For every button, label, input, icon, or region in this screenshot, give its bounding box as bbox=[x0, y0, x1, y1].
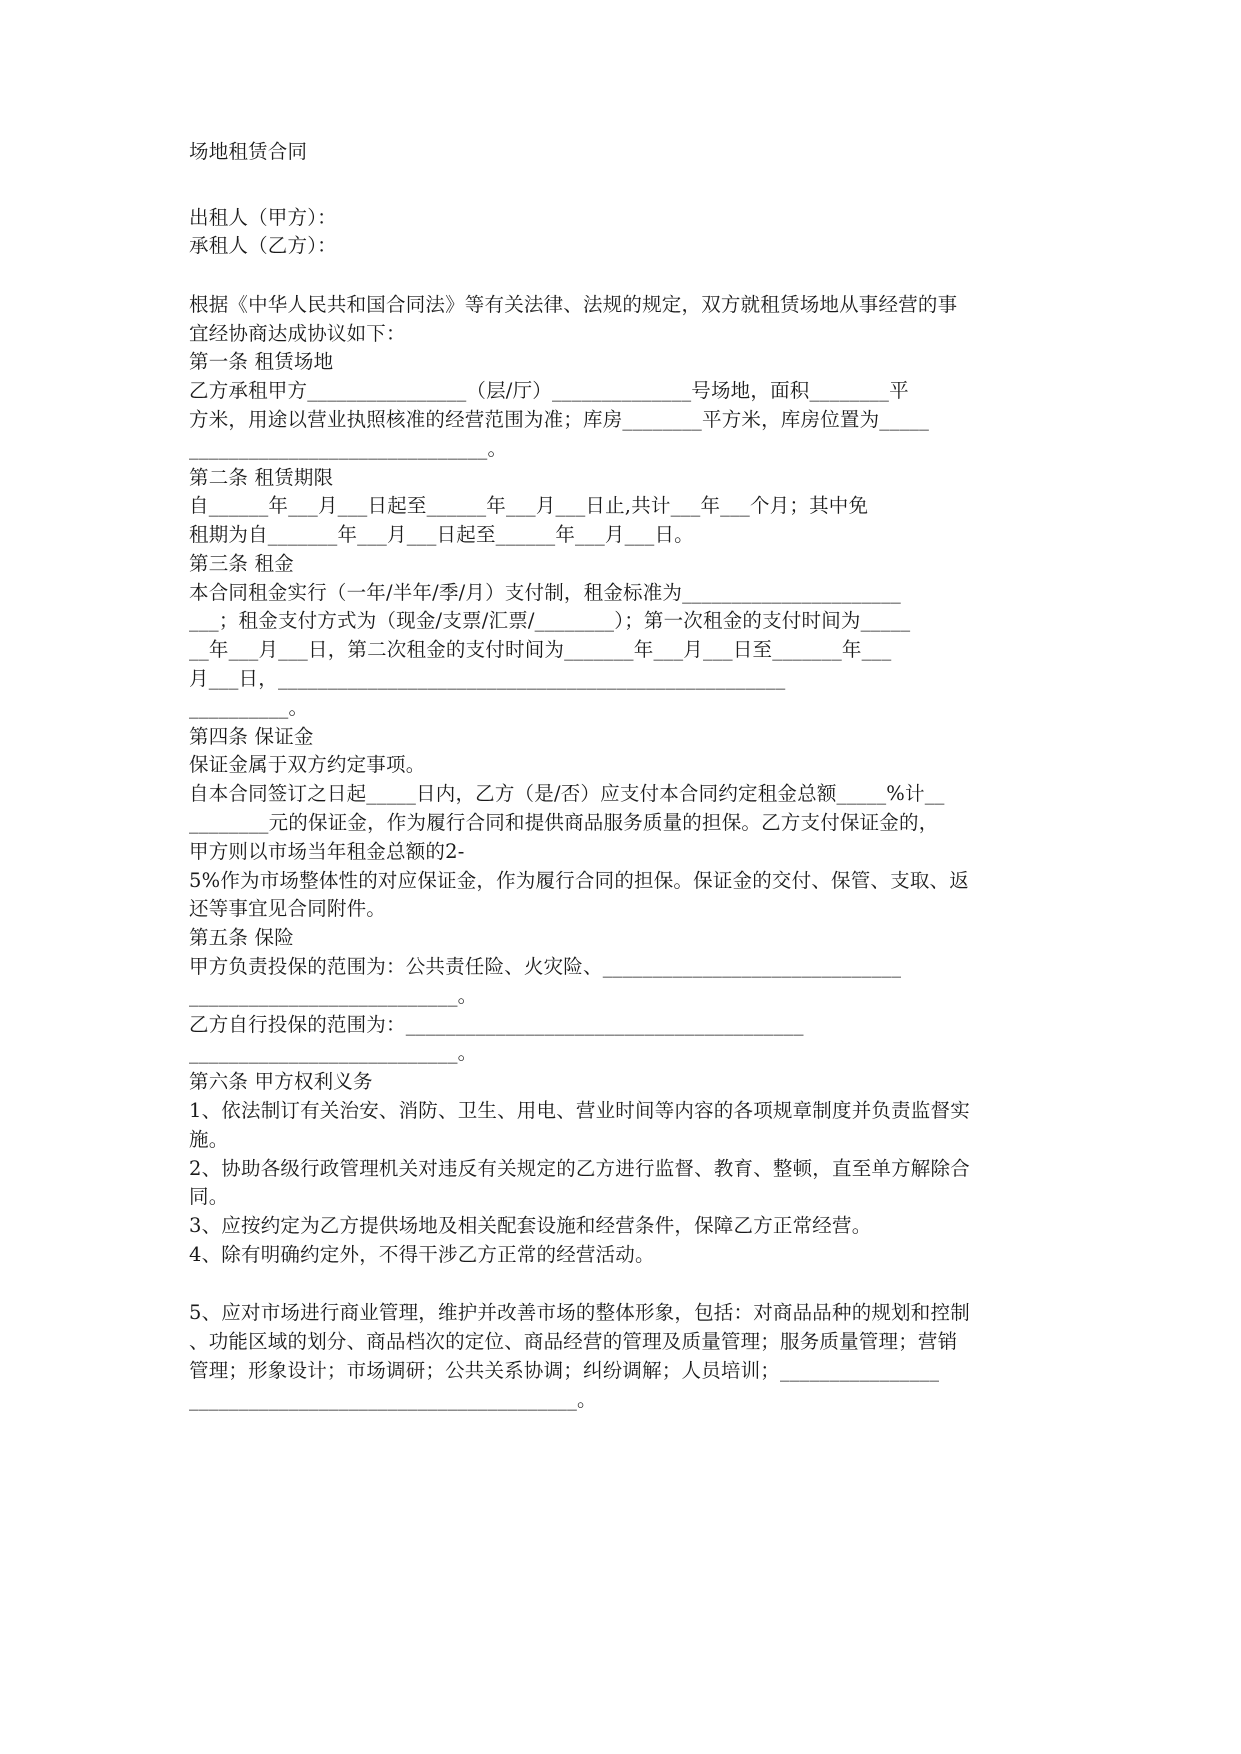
text-line: 3、应按约定为乙方提供场地及相关配套设施和经营条件，保障乙方正常经营。 bbox=[189, 1214, 872, 1237]
text-line: 5%作为市场整体性的对应保证金，作为履行合同的担保。保证金的交付、保管、支取、返 bbox=[189, 869, 969, 892]
text-line: 1、依法制订有关治安、消防、卫生、用电、营业时间等内容的各项规章制度并负责监督实 bbox=[189, 1099, 970, 1122]
text-line: ________元的保证金，作为履行合同和提供商品服务质量的担保。乙方支付保证金的， bbox=[189, 811, 939, 834]
text-line: 保证金属于双方约定事项。 bbox=[189, 753, 426, 776]
text-line: 自______年___月___日起至______年___月___日止,共计___年___个月；其中免 bbox=[189, 494, 869, 517]
text-line: 施。 bbox=[189, 1128, 229, 1151]
text-line: ___；租金支付方式为（现金/支票/汇票/________）；第一次租金的支付时间为_____ bbox=[189, 609, 911, 632]
article-heading: 第六条 甲方权利义务 bbox=[189, 1070, 373, 1093]
text-line: 租期为自_______年___月___日起至______年___月___日。 bbox=[189, 523, 694, 546]
article-heading: 第四条 保证金 bbox=[189, 725, 314, 748]
text-line: 乙方承租甲方________________（层/厅）______________号场地，面积________平 bbox=[189, 379, 909, 402]
text-line: 根据《中华人民共和国合同法》等有关法律、法规的规定，双方就租赁场地从事经营的事 bbox=[189, 293, 958, 316]
text-line: 乙方自行投保的范围为：________________________________________ bbox=[189, 1013, 804, 1036]
article-heading: 第二条 租赁期限 bbox=[189, 466, 334, 489]
text-line: 同。 bbox=[189, 1185, 229, 1208]
text-line: 5、应对市场进行商业管理，维护并改善市场的整体形象，包括：对商品品种的规划和控制 bbox=[189, 1301, 970, 1324]
text-line: 甲方负责投保的范围为：公共责任险、火灾险、______________________________ bbox=[189, 955, 902, 978]
lessee-line: 承租人（乙方）： bbox=[189, 234, 337, 257]
text-line: _______________________________________。 bbox=[189, 1388, 597, 1411]
text-line: 4、除有明确约定外，不得干涉乙方正常的经营活动。 bbox=[189, 1243, 655, 1266]
text-line: 还等事宜见合同附件。 bbox=[189, 897, 387, 920]
text-line: 管理；形象设计；市场调研；公共关系协调；纠纷调解；人员培训；________________ bbox=[189, 1359, 940, 1382]
text-line: 自本合同签订之日起_____日内，乙方（是/否）应支付本合同约定租金总额_____%计__ bbox=[189, 782, 945, 805]
text-line: 2、协助各级行政管理机关对违反有关规定的乙方进行监督、教育、整顿，直至单方解除合 bbox=[189, 1157, 970, 1180]
text-line: 甲方则以市场当年租金总额的2- bbox=[189, 840, 465, 863]
text-line: 宜经协商达成协议如下： bbox=[189, 322, 406, 345]
text-line: 月___日，___________________________________________________ bbox=[189, 667, 786, 690]
text-line: __年___月___日，第二次租金的支付时间为_______年___月___日至_______年___ bbox=[189, 638, 892, 661]
text-line: 、功能区域的划分、商品档次的定位、商品经营的管理及质量管理；服务质量管理；营销 bbox=[189, 1330, 958, 1353]
text-line: __________。 bbox=[189, 696, 309, 719]
text-line: ______________________________。 bbox=[189, 437, 508, 460]
article-heading: 第五条 保险 bbox=[189, 926, 294, 949]
article-heading: 第一条 租赁场地 bbox=[189, 350, 334, 373]
document-title: 场地租赁合同 bbox=[189, 140, 308, 163]
text-line: ___________________________。 bbox=[189, 1041, 478, 1064]
text-line: 本合同租金实行（一年/半年/季/月）支付制，租金标准为______________________ bbox=[189, 581, 902, 604]
article-heading: 第三条 租金 bbox=[189, 552, 294, 575]
text-line: ___________________________。 bbox=[189, 984, 478, 1007]
lessor-line: 出租人（甲方）： bbox=[189, 206, 337, 229]
text-line: 方米，用途以营业执照核准的经营范围为准；库房________平方米，库房位置为_____ bbox=[189, 408, 930, 431]
